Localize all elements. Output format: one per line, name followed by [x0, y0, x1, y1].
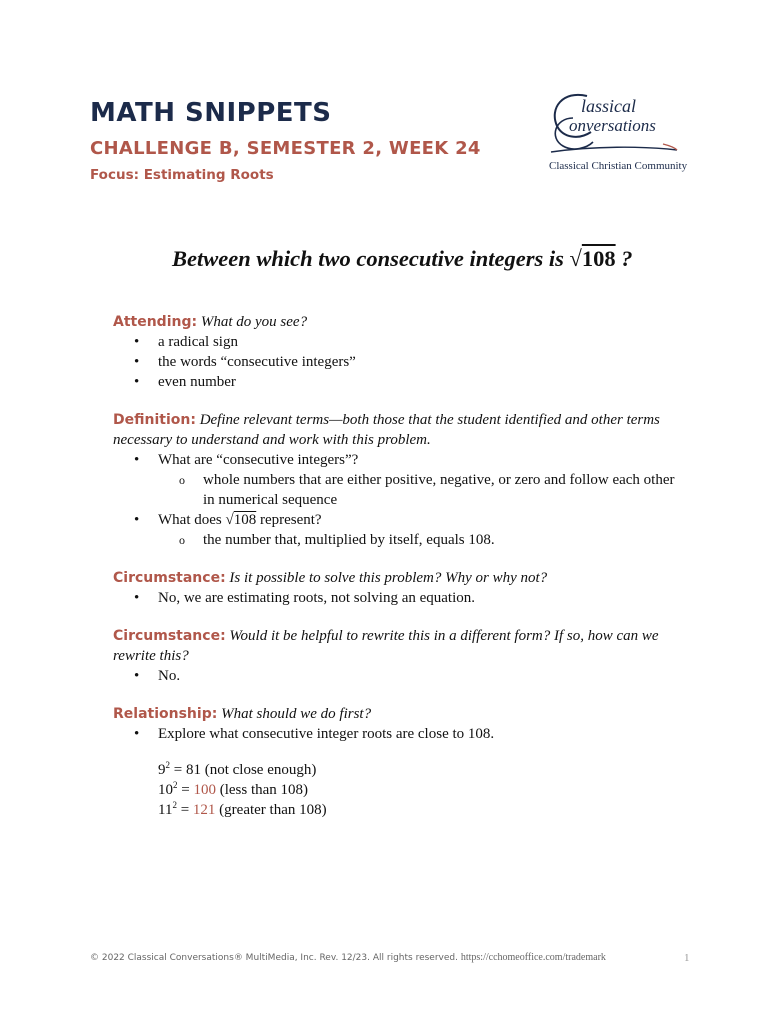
section-relationship — [113, 704, 683, 820]
sub-list — [158, 530, 683, 550]
radical-sign: √ — [569, 246, 582, 271]
section-prompt: What should we do first? — [221, 706, 372, 722]
section-prompt: Is it possible to solve this problem? Why or why not? — [229, 570, 548, 586]
list-item: • a radical sign — [158, 332, 683, 352]
eq-exponent: 2 — [165, 760, 170, 770]
equation-line — [158, 800, 683, 820]
bullet-list — [113, 666, 683, 686]
question-text: Between which two consecutive integers is — [172, 246, 564, 271]
section-heading — [113, 312, 683, 332]
section-heading — [113, 568, 683, 588]
bullet-list — [113, 450, 683, 550]
sub-list — [158, 470, 683, 510]
focus-line: Focus: Estimating Roots — [90, 167, 274, 183]
section-label: Relationship: — [113, 706, 218, 722]
equation-line — [158, 760, 683, 780]
sub-item: o the number that, multiplied by itself, equals 108. — [203, 530, 683, 550]
section-definition — [113, 410, 683, 550]
section-prompt: Would it be helpful to rewrite this in a different form? If so, how can we rewrite this? — [113, 628, 659, 664]
list-item: • Explore what consecutive integer roots are close to 108. — [158, 724, 683, 744]
logo-line2: onversations — [569, 116, 656, 135]
eq-value: 100 — [193, 782, 216, 798]
eq-equals: = — [170, 762, 186, 778]
question-pre: What does — [158, 512, 226, 528]
bullet-list — [113, 588, 683, 608]
section-prompt: What do you see? — [200, 314, 308, 330]
list-item: • No, we are estimating roots, not solving an equation. — [158, 588, 683, 608]
equation-list — [158, 760, 683, 820]
section-circumstance-1 — [113, 568, 683, 608]
page-footer — [90, 952, 606, 963]
list-item: • even number — [158, 372, 683, 392]
document-header — [90, 98, 481, 183]
logo-line1: lassical — [581, 96, 637, 116]
radicand: 108 — [581, 246, 616, 271]
question-item: What are “consecutive integers”? — [158, 452, 359, 468]
eq-value: 81 — [185, 762, 201, 778]
eq-exponent: 2 — [173, 780, 178, 790]
radicand: 108 — [233, 512, 257, 528]
eq-note: (less than 108) — [215, 782, 309, 798]
section-attending — [113, 312, 683, 392]
eq-equals: = — [177, 782, 194, 798]
page-number: 1 — [684, 952, 690, 964]
eq-exponent: 2 — [172, 800, 177, 810]
section-heading — [113, 626, 683, 666]
eq-equals: = — [176, 802, 193, 818]
logo-tagline: Classical Christian Community — [549, 160, 688, 172]
eq-note: (not close enough) — [200, 762, 317, 778]
section-label: Circumstance: — [113, 570, 226, 586]
eq-value: 121 — [192, 802, 216, 818]
eq-base: 9 — [158, 762, 166, 778]
main-question — [172, 246, 632, 272]
question-end: ? — [615, 246, 633, 271]
worksheet-content — [113, 312, 683, 838]
eq-note: (greater than 108) — [215, 802, 327, 818]
page-title: MATH SNIPPETS — [90, 98, 332, 128]
bullet-list — [113, 724, 683, 744]
equation-line — [158, 780, 683, 800]
trademark-link[interactable]: https://cchomeoffice.com/trademark — [460, 952, 606, 963]
sub-item: o whole numbers that are either positive, negative, or zero and follow each other in numerical sequence — [203, 470, 683, 510]
question-post: represent? — [256, 512, 322, 528]
section-prompt: Define relevant terms—both those that the student identified and other terms necessary to understand and work with this problem. — [113, 412, 660, 448]
section-label: Definition: — [113, 412, 196, 428]
eq-base: 10 — [158, 782, 173, 798]
list-item: • No. — [158, 666, 683, 686]
bullet-list — [113, 332, 683, 392]
section-heading — [113, 410, 683, 450]
section-label: Circumstance: — [113, 628, 226, 644]
section-heading — [113, 704, 683, 724]
eq-base: 11 — [158, 802, 173, 818]
section-label: Attending: — [113, 314, 198, 330]
list-item — [158, 510, 683, 550]
list-item — [158, 450, 683, 510]
section-circumstance-2 — [113, 626, 683, 686]
list-item: • the words “consecutive integers” — [158, 352, 683, 372]
copyright-text: © 2022 Classical Conversations® MultiMedia, Inc. Rev. 12/23. All rights reserved. — [90, 953, 458, 963]
radical-sign: √ — [225, 512, 234, 528]
classical-conversations-logo — [543, 88, 688, 180]
page-subtitle: CHALLENGE B, SEMESTER 2, WEEK 24 — [90, 138, 481, 159]
